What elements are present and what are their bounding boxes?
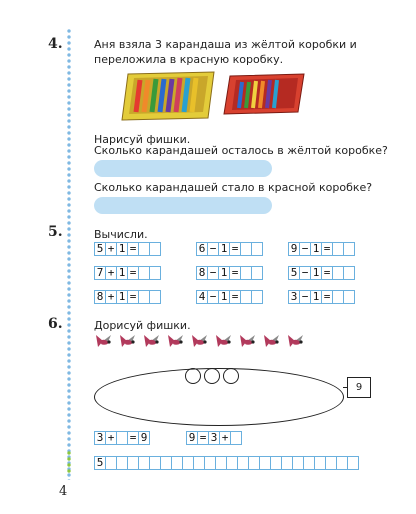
eq-cell: =	[197, 431, 209, 445]
bird-icon	[214, 332, 234, 350]
expr-cell: 8	[196, 266, 208, 280]
eq-cell: 9	[138, 431, 150, 445]
expr-cell: 1	[310, 242, 322, 256]
expr-cell: +	[105, 242, 117, 256]
expr-cell: 5	[94, 242, 106, 256]
expression	[196, 290, 262, 304]
expr-cell: −	[299, 290, 311, 304]
page-number: 4	[59, 484, 68, 499]
red-pencil-box	[224, 74, 304, 114]
margin-dots	[66, 28, 72, 480]
pencil-boxes-illustration	[118, 66, 314, 126]
answer-cell[interactable]	[149, 290, 161, 304]
expression	[288, 290, 354, 304]
expr-cell: 7	[94, 266, 106, 280]
eq-cell: +	[219, 431, 231, 445]
expr-cell: =	[229, 266, 241, 280]
expr-cell: 1	[218, 266, 230, 280]
expr-cell: 1	[116, 242, 128, 256]
equation-2	[186, 431, 241, 445]
expression	[288, 242, 354, 256]
expr-cell: 3	[288, 290, 300, 304]
task-5-number: 5.	[48, 224, 63, 240]
expr-cell: 1	[310, 266, 322, 280]
chip-circle	[204, 368, 220, 384]
writing-row	[94, 456, 358, 470]
task-4-number: 4.	[48, 36, 63, 52]
task-4-question2: Сколько карандашей стало в красной коробке?	[94, 181, 373, 194]
expr-cell: 6	[196, 242, 208, 256]
expr-cell: =	[229, 290, 241, 304]
eq-cell: +	[105, 431, 117, 445]
task-6-instruction: Дорисуй фишки.	[94, 319, 191, 332]
answer-cell[interactable]	[149, 242, 161, 256]
task-4-question1: Сколько карандашей осталось в жёлтой коробке?	[94, 144, 388, 157]
margin-dots-green	[66, 450, 72, 474]
chip-circle	[185, 368, 201, 384]
answer-cell[interactable]	[251, 242, 263, 256]
eq-cell: =	[127, 431, 139, 445]
bird-icon	[142, 332, 162, 350]
bird-icon	[94, 332, 114, 350]
answer-cell[interactable]	[343, 290, 355, 304]
expr-cell: −	[299, 266, 311, 280]
task-5-instruction: Вычисли.	[94, 228, 148, 241]
total-box: 9	[347, 377, 371, 398]
answer-cell[interactable]	[251, 266, 263, 280]
bird-icon	[238, 332, 258, 350]
eq-answer-cell[interactable]	[230, 431, 242, 445]
bird-icon	[262, 332, 282, 350]
task-4-instruction: Нарисуй фишки.	[94, 133, 191, 146]
expr-cell: 1	[218, 242, 230, 256]
answer-cell[interactable]	[343, 266, 355, 280]
expression	[94, 266, 160, 280]
expression	[94, 290, 160, 304]
expr-cell: +	[105, 266, 117, 280]
bird-icon	[166, 332, 186, 350]
expr-cell: +	[105, 290, 117, 304]
answer-bar-1[interactable]	[94, 160, 272, 177]
bird-icon	[118, 332, 138, 350]
answer-cell[interactable]	[149, 266, 161, 280]
expr-cell: =	[127, 290, 139, 304]
expr-cell: =	[321, 242, 333, 256]
writing-cell-start: 5	[94, 456, 106, 470]
expr-cell: =	[127, 242, 139, 256]
answer-cell[interactable]	[251, 290, 263, 304]
expr-cell: −	[207, 290, 219, 304]
expr-cell: 5	[288, 266, 300, 280]
expr-cell: 8	[94, 290, 106, 304]
expr-cell: −	[207, 266, 219, 280]
expr-cell: 1	[116, 266, 128, 280]
bird-icon	[286, 332, 306, 350]
expr-cell: 9	[288, 242, 300, 256]
expression	[196, 242, 262, 256]
answer-cell[interactable]	[343, 242, 355, 256]
expr-cell: 1	[218, 290, 230, 304]
expression	[94, 242, 160, 256]
task-4-text-line2: переложила в красную коробку.	[94, 53, 284, 66]
task-6-number: 6.	[48, 316, 63, 332]
writing-cell[interactable]	[347, 456, 359, 470]
expr-cell: 1	[310, 290, 322, 304]
expr-cell: =	[321, 266, 333, 280]
expr-cell: −	[207, 242, 219, 256]
bird-icon	[190, 332, 210, 350]
chip-circle	[223, 368, 239, 384]
expression	[288, 266, 354, 280]
expression	[196, 266, 262, 280]
answer-bar-2[interactable]	[94, 197, 272, 214]
expr-cell: −	[299, 242, 311, 256]
eq-cell: 3	[208, 431, 220, 445]
expr-cell: 1	[116, 290, 128, 304]
task-4-text-line1: Аня взяла 3 карандаша из жёлтой коробки и	[94, 38, 357, 51]
expr-cell: =	[229, 242, 241, 256]
yellow-pencil-box	[122, 72, 214, 120]
expr-cell: =	[127, 266, 139, 280]
eq-cell: 9	[186, 431, 198, 445]
expr-cell: 4	[196, 290, 208, 304]
equation-1	[94, 431, 149, 445]
expr-cell: =	[321, 290, 333, 304]
eq-cell: 3	[94, 431, 106, 445]
